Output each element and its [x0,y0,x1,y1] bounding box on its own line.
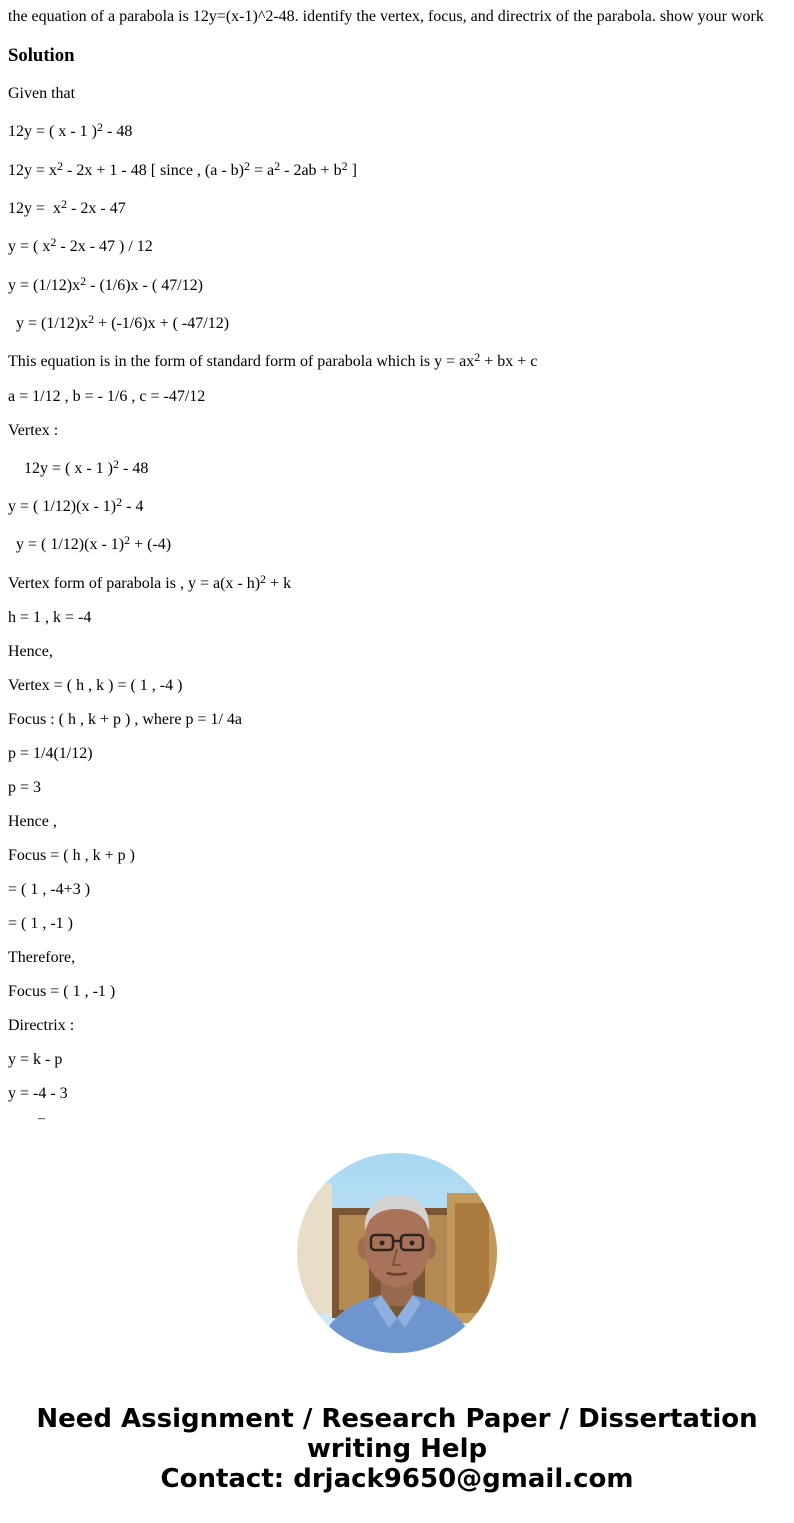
step-line: Therefore, [8,949,76,966]
step-line: 12y = ( x - 1 )$^2$ - 48 [8,120,133,140]
step-line: y = ( 1/12)(x - 1)$^2$ + (-4) [8,533,172,553]
step-line: = ( 1 , -4+3 ) [8,881,91,898]
step-line: Vertex form of parabola is , y = a(x - h)$^2$ + k [8,572,292,592]
step-line: Directrix : [8,1017,75,1034]
step-line: p = 3 [8,779,42,796]
step-line: Hence , [8,813,57,830]
step-line: Given that [8,85,76,102]
step-line: 12y = ( x - 1 )$^2$ - 48 [8,457,149,477]
solution-document [8,0,788,1102]
step-line: y = ( $x^2 - 2x - 47$ ) / 12 [8,235,153,255]
step-line: Vertex = ( h , k ) = ( 1 , -4 ) [8,677,183,694]
step-line: $y = (1/12)x^2 - (1/6)x$ - ( 47/12) [8,274,203,294]
step-line: = ( 1 , -1 ) [8,915,74,932]
tutor-portrait-photo [297,1153,497,1353]
step-line: Focus = ( h , k + p ) [8,847,135,864]
solution-heading: Solution [8,45,75,66]
step-line: Hence, [8,643,53,660]
promo-contact: Contact: drjack9650@gmail.com [160,1464,634,1494]
step-line: Focus = ( 1 , -1 ) [8,983,116,1000]
step-line: y = -4 - 3 [8,1085,68,1102]
step-line: This equation is in the form of standard form of parabola which is $y = ax^2$ + bx + c [8,350,538,370]
promo-line-1: Need Assignment / Research Paper / Dissertation [36,1404,758,1434]
step-line: $12y = x^2 - 2x - 47$ [8,197,126,217]
promo-line-2: writing Help [306,1434,488,1464]
step-line: $12y = x^2 - 2x + 1 - 48$ [ since , $(a - b)^2 = a^2 - 2ab + b^2$ ] [8,159,357,179]
step-line: p = 1/4(1/12) [8,745,93,762]
step-line: y = ( 1/12)(x - 1)$^2$ - 4 [8,495,144,515]
step-line: Focus : ( h , k + p ) , where p = 1/ 4a [8,711,243,728]
truncated-dash: – [38,1111,45,1126]
question-text: the equation of a parabola is 12y=(x-1)^2-48. identify the vertex, focus, and directrix of the parabola. show your work [8,8,764,25]
step-line: Vertex : [8,422,59,439]
step-line: h = 1 , k = -4 [8,609,92,626]
step-line: a = 1/12 , b = - 1/6 , c = -47/12 [8,388,206,405]
tutor-avatar-icon [297,1153,497,1353]
step-line: $y = (1/12)x^2 + (-1/6)x$ + ( -47/12) [8,312,230,332]
step-line: y = k - p [8,1051,63,1068]
